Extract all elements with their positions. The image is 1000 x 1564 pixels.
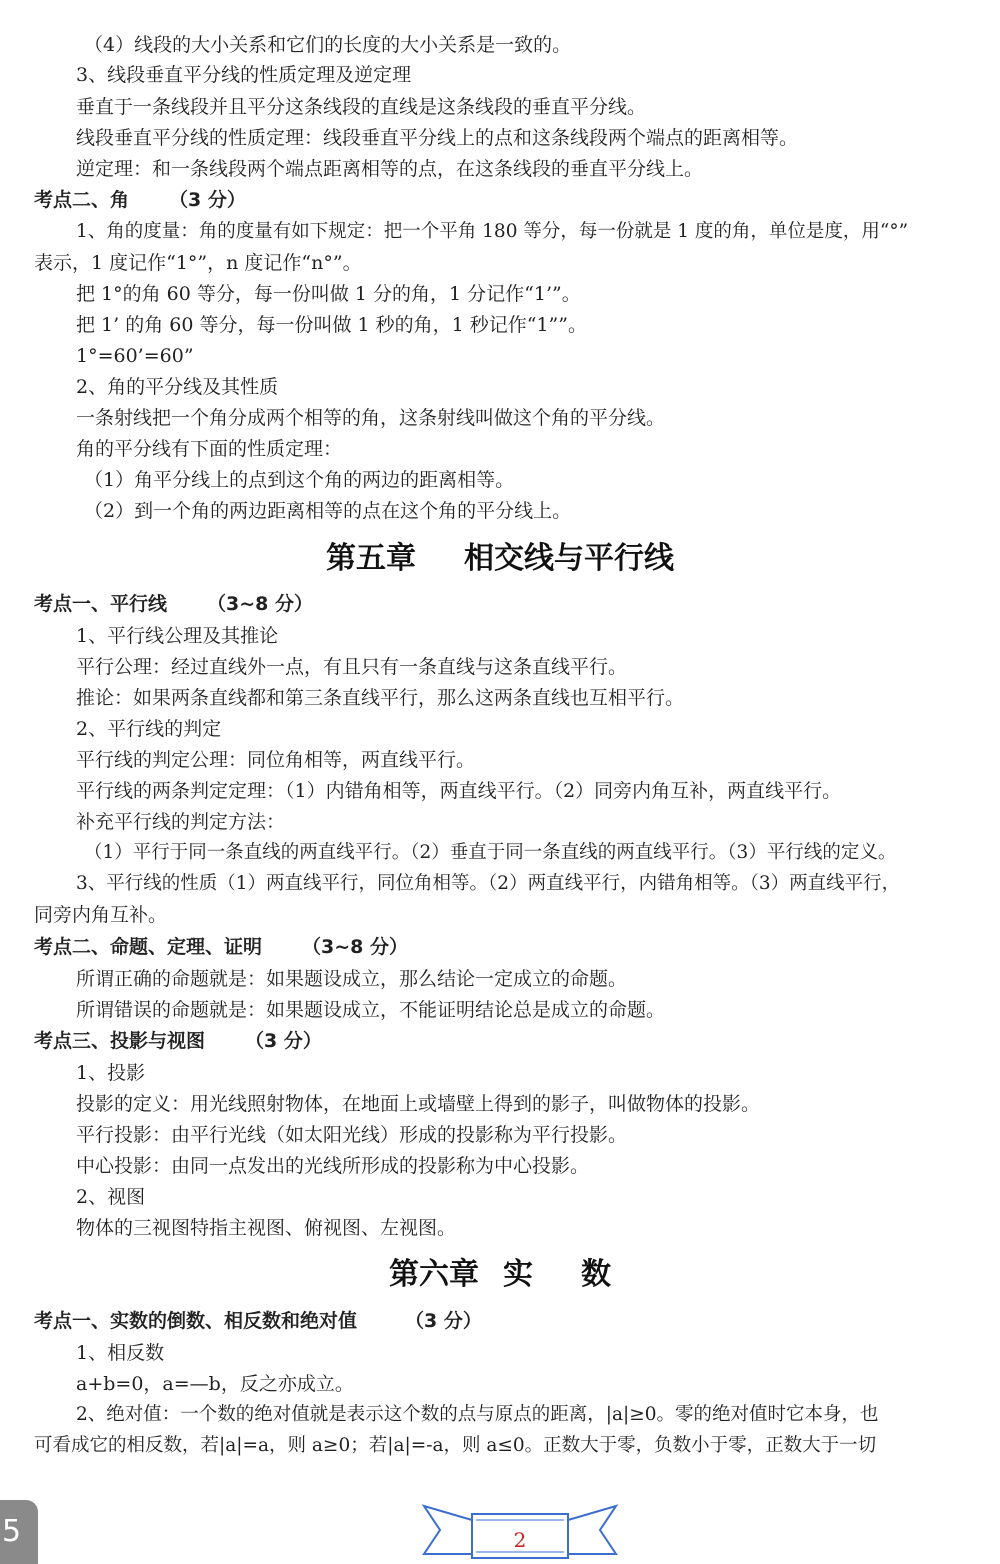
text-line: 2、平行线的判定	[76, 718, 222, 740]
text-line: 把 1’ 的角 60 等分，每一份叫做 1 秒的角，1 秒记作“1””。	[76, 314, 587, 336]
chapter-title	[0, 1255, 1000, 1295]
text-line: 垂直于一条线段并且平分这条线段的直线是这条线段的垂直平分线。	[76, 96, 647, 118]
section-heading	[34, 1027, 322, 1055]
text-line: 平行投影：由平行光线（如太阳光线）形成的投影称为平行投影。	[76, 1124, 628, 1146]
text-line: 所谓正确的命题就是：如果题设成立，那么结论一定成立的命题。	[76, 968, 628, 990]
page-footer	[420, 1498, 620, 1564]
heading-title: 考点二、命题、定理、证明	[34, 936, 263, 958]
page-number: 2	[513, 1528, 527, 1552]
text-line: 可看成它的相反数，若|a|=a，则 a≥0；若|a|=-a，则 a≤0。正数大于零，负数小于零，正数大于一切	[34, 1435, 877, 1456]
text-line: （1）角平分线上的点到这个角的两边的距离相等。	[84, 469, 515, 491]
text-line: （1）平行于同一条直线的两直线平行。（2）垂直于同一条直线的两直线平行。（3）平行线的定义。	[84, 842, 897, 863]
text-line: 平行线的判定公理：同位角相等，两直线平行。	[76, 749, 476, 771]
text-line: 1、平行线公理及其推论	[76, 625, 279, 647]
heading-score: （3~8 分）	[207, 593, 313, 615]
section-heading	[34, 186, 246, 214]
text-line: 同旁内角互补。	[34, 904, 168, 926]
text-line: 投影的定义：用光线照射物体，在地面上或墙壁上得到的影子，叫做物体的投影。	[76, 1093, 761, 1115]
side-tab[interactable]: 5	[0, 1500, 38, 1564]
text-line: 3、平行线的性质（1）两直线平行，同位角相等。（2）两直线平行，内错角相等。（3）两直线平行，	[76, 873, 901, 894]
text-line: a+b=0，a=—b，反之亦成立。	[76, 1373, 354, 1395]
section-heading	[34, 1307, 482, 1335]
heading-title: 考点一、实数的倒数、相反数和绝对值	[34, 1310, 358, 1332]
text-line: 平行公理：经过直线外一点，有且只有一条直线与这条直线平行。	[76, 656, 628, 678]
text-line: 3、线段垂直平分线的性质定理及逆定理	[76, 64, 412, 86]
text-line: 物体的三视图特指主视图、俯视图、左视图。	[76, 1217, 457, 1239]
text-line: 1、角的度量：角的度量有如下规定：把一个平角 180 等分，每一份就是 1 度的角，单位是度，用“°”	[76, 221, 909, 242]
text-line: 2、绝对值：一个数的绝对值就是表示这个数的点与原点的距离，|a|≥0。零的绝对值时它本身，也	[76, 1404, 879, 1425]
heading-score: （3 分）	[245, 1030, 322, 1052]
text-line: （4）线段的大小关系和它们的长度的大小关系是一致的。	[84, 34, 572, 56]
section-heading	[34, 933, 408, 961]
chapter-name-part: 数	[581, 1257, 611, 1292]
text-line: 把 1°的角 60 等分，每一份叫做 1 分的角，1 分记作“1’”。	[76, 283, 581, 305]
text-line: 推论：如果两条直线都和第三条直线平行，那么这两条直线也互相平行。	[76, 687, 685, 709]
heading-score: （3 分）	[405, 1310, 482, 1332]
text-line: 逆定理：和一条线段两个端点距离相等的点，在这条线段的垂直平分线上。	[76, 158, 704, 180]
text-line: 1、相反数	[76, 1342, 165, 1364]
text-line: 2、视图	[76, 1186, 146, 1208]
text-line: 1、投影	[76, 1062, 146, 1084]
section-heading	[34, 590, 313, 618]
chapter-name-part: 实	[503, 1257, 533, 1292]
heading-title: 考点二、角	[34, 189, 130, 211]
text-line: 角的平分线有下面的性质定理：	[76, 438, 343, 460]
chapter-title	[0, 539, 1000, 579]
text-line: 2、角的平分线及其性质	[76, 376, 279, 398]
text-line: 一条射线把一个角分成两个相等的角，这条射线叫做这个角的平分线。	[76, 407, 666, 429]
heading-score: （3~8 分）	[302, 936, 408, 958]
heading-title: 考点三、投影与视图	[34, 1030, 206, 1052]
text-line: 中心投影：由同一点发出的光线所形成的投影称为中心投影。	[76, 1155, 590, 1177]
heading-score: （3 分）	[169, 189, 246, 211]
chapter-number: 第六章	[389, 1257, 479, 1292]
text-line: 平行线的两条判定定理：（1）内错角相等，两直线平行。（2）同旁内角互补，两直线平行。	[76, 780, 842, 802]
chapter-name: 相交线与平行线	[464, 541, 674, 576]
text-line: （2）到一个角的两边距离相等的点在这个角的平分线上。	[84, 500, 572, 522]
text-line: 补充平行线的判定方法：	[76, 811, 286, 833]
text-line: 表示，1 度记作“1°”，n 度记作“n°”。	[34, 252, 362, 274]
heading-title: 考点一、平行线	[34, 593, 168, 615]
chapter-number: 第五章	[326, 541, 416, 576]
text-line: 所谓错误的命题就是：如果题设成立，不能证明结论总是成立的命题。	[76, 999, 666, 1021]
text-line: 线段垂直平分线的性质定理：线段垂直平分线上的点和这条线段两个端点的距离相等。	[76, 127, 799, 149]
text-line: 1°=60’=60”	[76, 345, 194, 367]
